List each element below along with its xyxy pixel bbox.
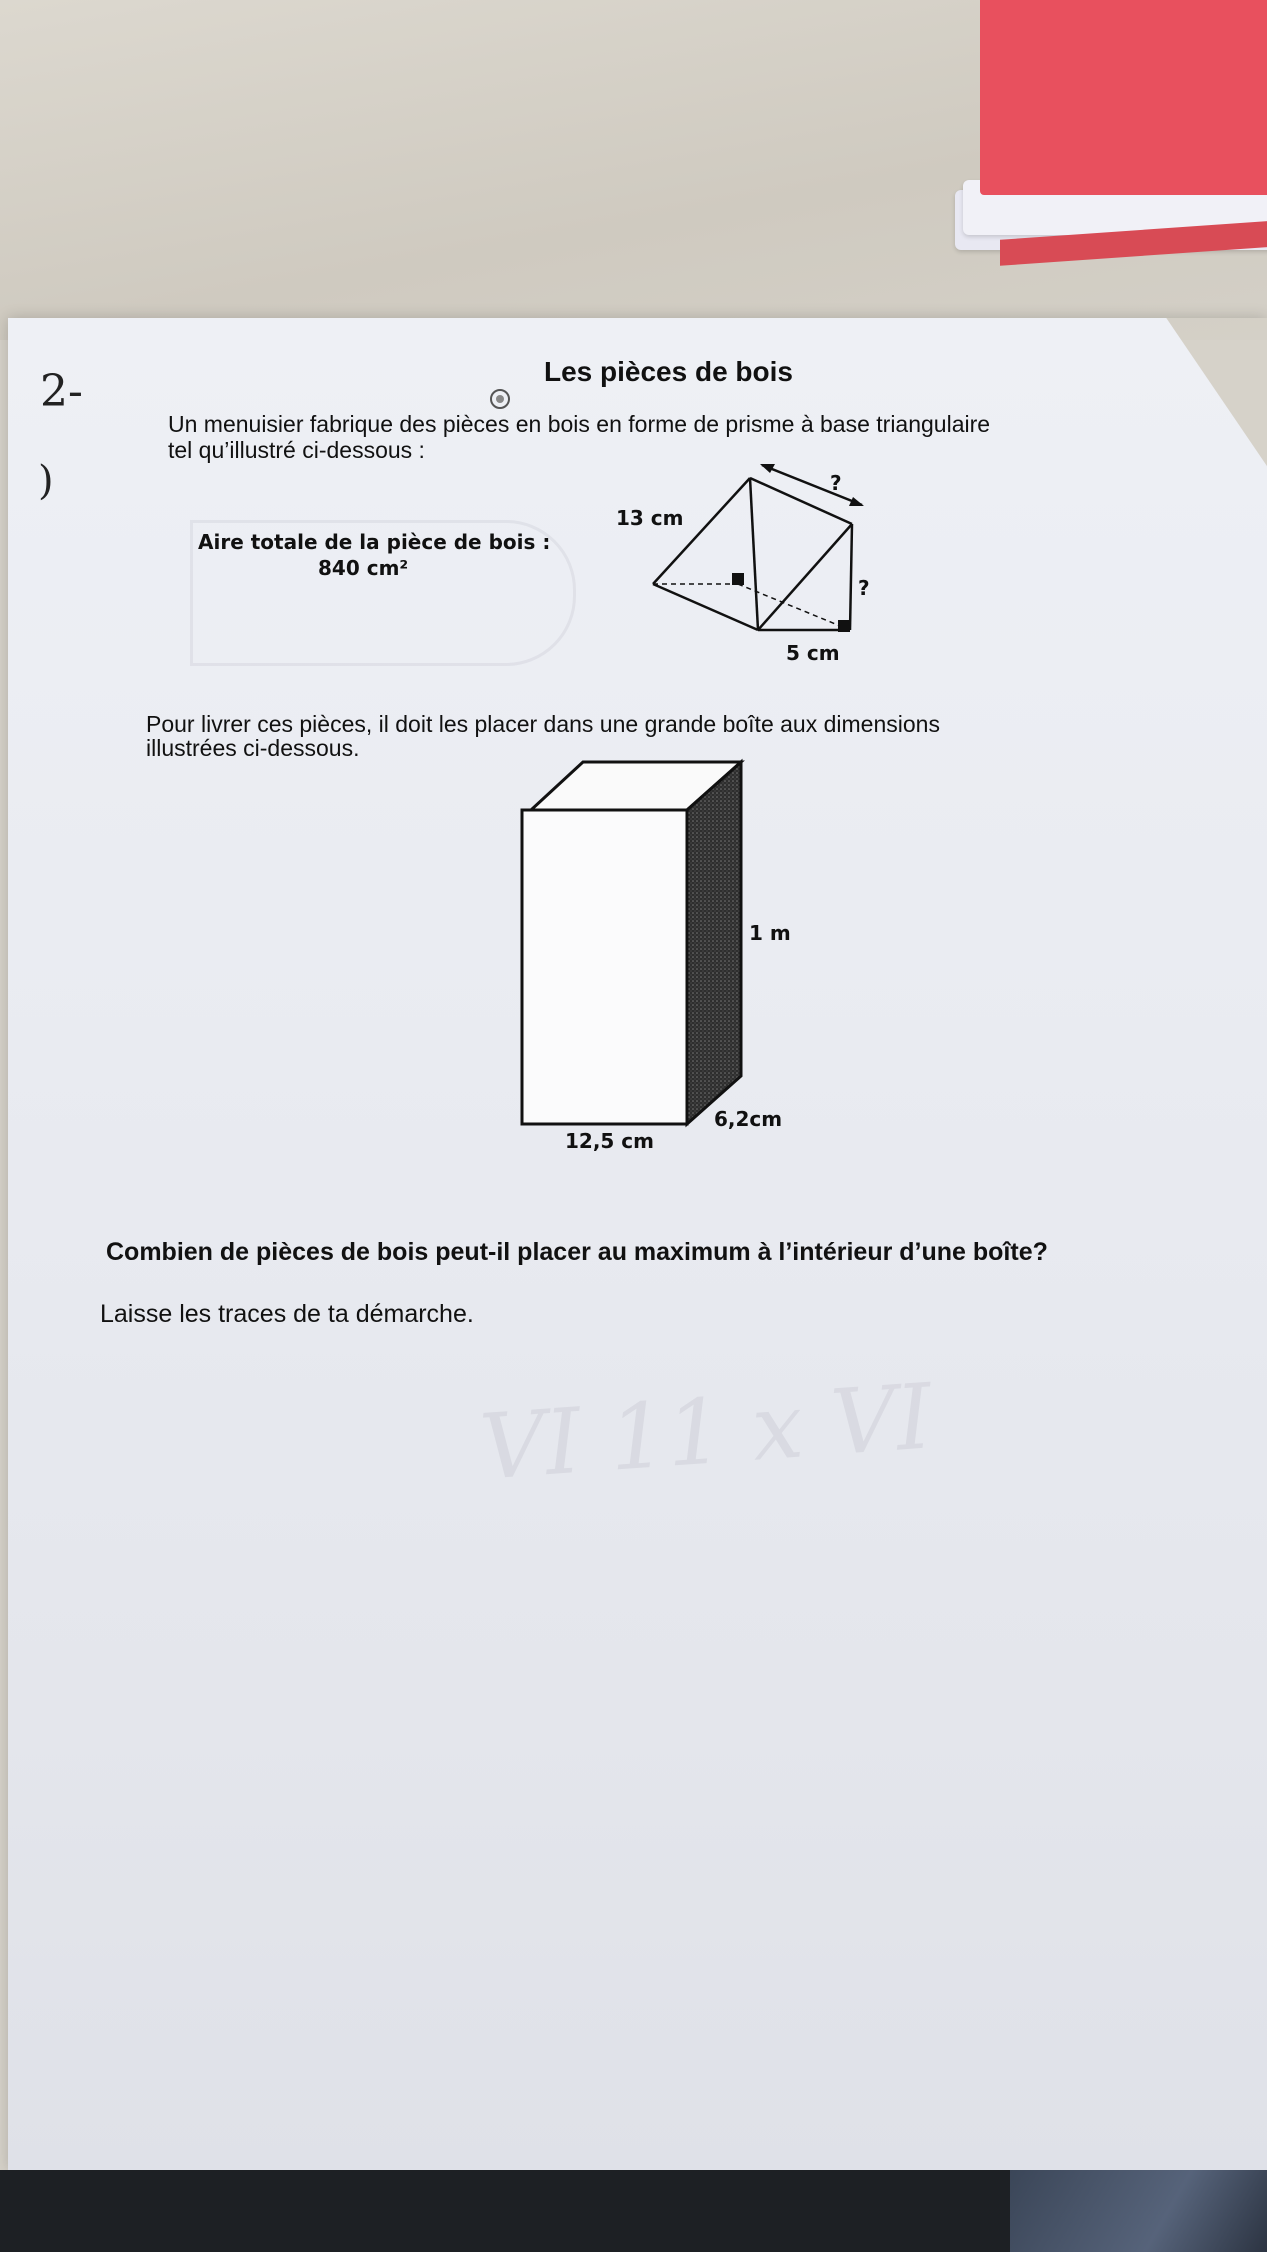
prism-base-label: 5 cm	[786, 641, 840, 665]
prism-height-label: 13 cm	[616, 506, 684, 530]
fabric-corner	[1010, 2170, 1267, 2252]
page-title: Les pièces de bois	[544, 356, 793, 387]
area-value: 840 cm²	[318, 556, 409, 580]
prism-length-label: ?	[830, 471, 842, 495]
handwritten-number: 2-	[40, 366, 83, 417]
length-arrow	[762, 465, 862, 505]
handwritten-parenthesis: )	[38, 458, 54, 504]
right-angle-mark	[732, 573, 744, 585]
delivery-line-2: illustrées ci-dessous.	[146, 735, 360, 761]
intro-line-1: Un menuisier fabrique des pièces en bois en forme de prisme à base triangulaire	[168, 411, 991, 437]
folder-stack	[955, 0, 1267, 280]
intro-line-2: tel qu’illustré ci-dessous :	[168, 437, 425, 463]
box-depth-label: 6,2cm	[714, 1107, 783, 1131]
box-height-label: 1 m	[749, 921, 791, 945]
instruction-text: Laisse les traces de ta démarche.	[100, 1300, 474, 1328]
red-folder	[980, 0, 1267, 195]
box-figure	[500, 750, 820, 1160]
area-label: Aire totale de la pièce de bois :	[198, 530, 551, 554]
delivery-line-1: Pour livrer ces pièces, il doit les placer dans une grande boîte aux dimensions	[146, 711, 940, 737]
stamp-mark	[487, 386, 513, 412]
question-text: Combien de pièces de bois peut-il placer au maximum à l’intérieur d’une boîte?	[106, 1238, 1048, 1266]
box-width-label: 12,5 cm	[565, 1129, 655, 1153]
right-angle-mark	[838, 620, 850, 632]
triangular-prism-figure	[600, 450, 900, 680]
prism-side-label: ?	[858, 576, 870, 600]
shaded-side-face	[687, 762, 741, 1124]
